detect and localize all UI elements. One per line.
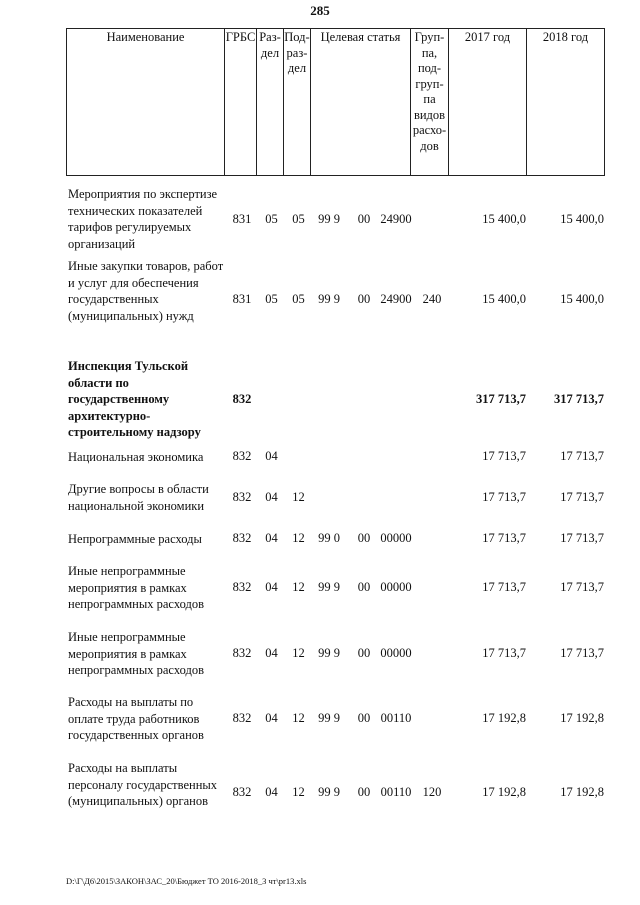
row-name: Иные непрограммные мероприятия в рамках непрограммных расходов [68,564,204,611]
row-target-program: 99 9 [318,212,340,226]
row-value-2018: 17 713,7 [560,490,604,504]
row-razdel: 04 [265,531,278,545]
row-target-event: 00 [357,646,371,660]
row-target-direction: 00000 [380,531,412,545]
row-target-program: 99 9 [318,580,340,594]
row-value-2017: 17 192,8 [482,711,526,725]
row-expense-group: 120 [422,785,442,799]
row-value-2018: 15 400,0 [560,212,604,226]
row-value-2018: 15 400,0 [560,292,604,306]
row-name: Инспекция Тульской области по государственному архитектурно-строительному надзору [68,359,201,439]
row-name: Иные непрограммные мероприятия в рамках непрограммных расходов [68,630,204,677]
row-target-event: 00 [357,785,371,799]
page-number: 285 [310,3,330,18]
row-razdel: 04 [265,490,278,504]
row-grbs: 832 [232,580,252,594]
row-value-2018: 17 192,8 [560,785,604,799]
row-podrazdel: 12 [292,711,305,725]
row-grbs: 831 [232,212,252,226]
row-razdel: 04 [265,646,278,660]
row-target-program: 99 9 [318,292,340,306]
row-target-direction: 00110 [380,785,412,799]
row-razdel: 05 [265,212,278,226]
row-value-2017: 17 713,7 [482,580,526,594]
row-grbs: 832 [232,392,252,406]
row-name: Другие вопросы в области национальной экономики [68,482,209,513]
row-target-direction: 00000 [380,646,412,660]
row-target-program: 99 9 [318,785,340,799]
header-year-2017: 2017 год [449,29,527,176]
row-target-event: 00 [357,292,371,306]
row-grbs: 832 [232,449,252,463]
row-grbs: 832 [232,490,252,504]
row-target-event: 00 [357,580,371,594]
row-target-direction: 00110 [380,711,412,725]
header-target-article: Целевая статья [311,29,411,176]
row-razdel: 04 [265,711,278,725]
file-path-footer: D:\Г\Д6\2015\ЗАКОН\ЗАС_20\Бюджет ТО 2016-2018_3 чт\pr13.xls [66,876,307,886]
row-value-2017: 15 400,0 [482,292,526,306]
row-podrazdel: 05 [292,292,305,306]
header-razdel: Раз-дел [257,29,284,176]
table-header [66,28,605,176]
row-name: Мероприятия по экспертизе технических показателей тарифов регулируемых организаций [68,187,218,251]
row-value-2017: 17 713,7 [482,531,526,545]
row-expense-group: 240 [422,292,442,306]
row-target-event: 00 [357,531,371,545]
row-podrazdel: 12 [292,785,305,799]
row-name: Национальная экономика [68,450,204,464]
row-razdel: 05 [265,292,278,306]
row-podrazdel: 12 [292,646,305,660]
header-podrazdel: Под-раз-дел [284,29,311,176]
row-razdel: 04 [265,449,278,463]
row-podrazdel: 12 [292,490,305,504]
row-podrazdel: 12 [292,580,305,594]
row-value-2017: 17 713,7 [482,449,526,463]
row-target-program: 99 0 [318,531,340,545]
row-target-direction: 24900 [380,292,412,306]
row-grbs: 832 [232,711,252,725]
row-value-2018: 317 713,7 [554,392,604,406]
row-target-program: 99 9 [318,646,340,660]
row-value-2017: 17 713,7 [482,490,526,504]
row-grbs: 832 [232,785,252,799]
row-name: Иные закупки товаров, работ и услуг для обеспечения государственных (муниципальных) нужд [68,259,224,323]
row-grbs: 832 [232,646,252,660]
row-name: Непрограммные расходы [68,532,202,546]
row-grbs: 832 [232,531,252,545]
row-value-2018: 17 192,8 [560,711,604,725]
row-value-2018: 17 713,7 [560,449,604,463]
row-target-event: 00 [357,711,371,725]
row-value-2018: 17 713,7 [560,580,604,594]
header-year-2018: 2018 год [527,29,605,176]
row-razdel: 04 [265,785,278,799]
row-target-direction: 00000 [380,580,412,594]
row-value-2018: 17 713,7 [560,531,604,545]
row-value-2017: 17 192,8 [482,785,526,799]
row-name: Расходы на выплаты по оплате труда работников государственных органов [68,695,204,742]
header-name: Наименование [67,29,225,176]
row-value-2018: 17 713,7 [560,646,604,660]
header-grbs: ГРБС [225,29,257,176]
row-target-event: 00 [357,212,371,226]
row-grbs: 831 [232,292,252,306]
header-expense-group: Груп-па, под-груп-па видов расхо-дов [411,29,449,176]
row-podrazdel: 05 [292,212,305,226]
row-target-direction: 24900 [380,212,412,226]
row-razdel: 04 [265,580,278,594]
row-target-program: 99 9 [318,711,340,725]
row-name: Расходы на выплаты персоналу государственных (муниципальных) органов [68,761,218,808]
row-value-2017: 15 400,0 [482,212,526,226]
row-value-2017: 317 713,7 [476,392,526,406]
row-podrazdel: 12 [292,531,305,545]
row-value-2017: 17 713,7 [482,646,526,660]
